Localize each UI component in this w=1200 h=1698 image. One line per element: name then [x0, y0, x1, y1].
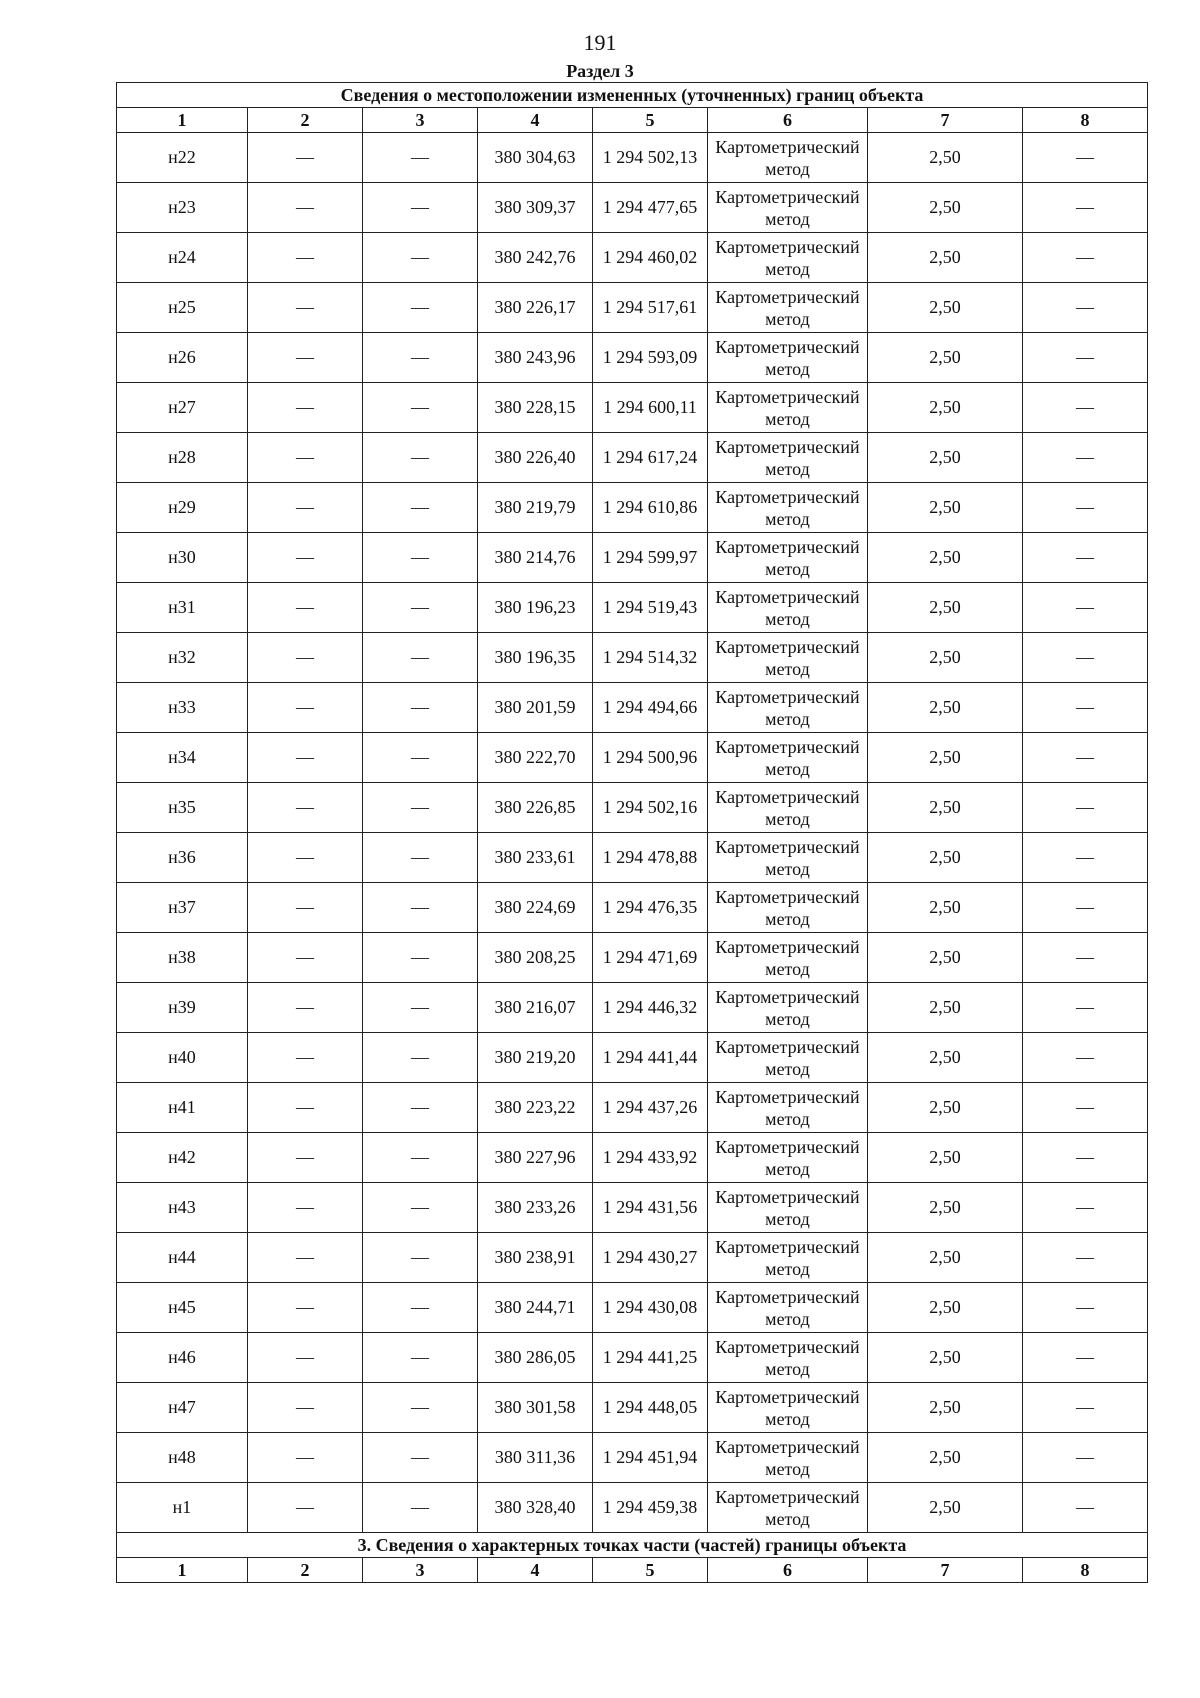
point-name-cell: н26: [117, 333, 248, 383]
x-coordinate-cell: 380 243,96: [478, 333, 593, 383]
point-name-cell: н45: [117, 1283, 248, 1333]
column-8-cell: —: [1023, 983, 1148, 1033]
footer-column-number: 3: [363, 1558, 478, 1583]
column-3-cell: —: [363, 883, 478, 933]
column-8-cell: —: [1023, 583, 1148, 633]
column-2-cell: —: [248, 733, 363, 783]
x-coordinate-cell: 380 226,17: [478, 283, 593, 333]
column-number: 5: [593, 108, 708, 133]
point-name-cell: н38: [117, 933, 248, 983]
column-8-cell: —: [1023, 283, 1148, 333]
table-row: [117, 883, 1148, 933]
x-coordinate-cell: 380 196,35: [478, 633, 593, 683]
x-coordinate-cell: 380 216,07: [478, 983, 593, 1033]
y-coordinate-cell: 1 294 519,43: [593, 583, 708, 633]
method-cell: Картометрический метод: [708, 1033, 868, 1083]
column-8-cell: —: [1023, 1133, 1148, 1183]
table-row: [117, 1283, 1148, 1333]
column-8-cell: —: [1023, 1233, 1148, 1283]
column-3-cell: —: [363, 733, 478, 783]
method-cell: Картометрический метод: [708, 733, 868, 783]
column-3-cell: —: [363, 1183, 478, 1233]
table-row: [117, 233, 1148, 283]
column-2-cell: —: [248, 483, 363, 533]
column-3-cell: —: [363, 233, 478, 283]
accuracy-cell: 2,50: [868, 933, 1023, 983]
accuracy-cell: 2,50: [868, 1383, 1023, 1433]
accuracy-cell: 2,50: [868, 1333, 1023, 1383]
table-row: [117, 1033, 1148, 1083]
x-coordinate-cell: 380 301,58: [478, 1383, 593, 1433]
column-8-cell: —: [1023, 533, 1148, 583]
footer-column-number: 1: [117, 1558, 248, 1583]
accuracy-cell: 2,50: [868, 583, 1023, 633]
column-3-cell: —: [363, 633, 478, 683]
column-2-cell: —: [248, 1433, 363, 1483]
column-8-cell: —: [1023, 483, 1148, 533]
table-row: [117, 1233, 1148, 1283]
y-coordinate-cell: 1 294 460,02: [593, 233, 708, 283]
footer-column-number: 6: [708, 1558, 868, 1583]
column-2-cell: —: [248, 283, 363, 333]
column-number: 3: [363, 108, 478, 133]
table-row: [117, 983, 1148, 1033]
column-2-cell: —: [248, 1333, 363, 1383]
y-coordinate-cell: 1 294 471,69: [593, 933, 708, 983]
page-number: 191: [583, 30, 617, 55]
footer-caption-row: [117, 1533, 1148, 1558]
y-coordinate-cell: 1 294 610,86: [593, 483, 708, 533]
column-2-cell: —: [248, 433, 363, 483]
column-number: 6: [708, 108, 868, 133]
x-coordinate-cell: 380 328,40: [478, 1483, 593, 1533]
x-coordinate-cell: 380 233,26: [478, 1183, 593, 1233]
point-name-cell: н30: [117, 533, 248, 583]
point-name-cell: н31: [117, 583, 248, 633]
column-3-cell: —: [363, 533, 478, 583]
method-cell: Картометрический метод: [708, 833, 868, 883]
method-cell: Картометрический метод: [708, 283, 868, 333]
column-2-cell: —: [248, 1133, 363, 1183]
column-2-cell: —: [248, 783, 363, 833]
table-row: [117, 333, 1148, 383]
method-cell: Картометрический метод: [708, 183, 868, 233]
y-coordinate-cell: 1 294 430,08: [593, 1283, 708, 1333]
column-3-cell: —: [363, 1233, 478, 1283]
x-coordinate-cell: 380 244,71: [478, 1283, 593, 1333]
table-row: [117, 733, 1148, 783]
method-cell: Картометрический метод: [708, 933, 868, 983]
column-2-cell: —: [248, 383, 363, 433]
x-coordinate-cell: 380 208,25: [478, 933, 593, 983]
method-cell: Картометрический метод: [708, 583, 868, 633]
column-3-cell: —: [363, 1433, 478, 1483]
x-coordinate-cell: 380 214,76: [478, 533, 593, 583]
point-name-cell: н40: [117, 1033, 248, 1083]
y-coordinate-cell: 1 294 448,05: [593, 1383, 708, 1433]
method-cell: Картометрический метод: [708, 1183, 868, 1233]
point-name-cell: н33: [117, 683, 248, 733]
x-coordinate-cell: 380 233,61: [478, 833, 593, 883]
point-name-cell: н22: [117, 133, 248, 183]
footer-column-number: 5: [593, 1558, 708, 1583]
table-row: [117, 533, 1148, 583]
x-coordinate-cell: 380 227,96: [478, 1133, 593, 1183]
method-cell: Картометрический метод: [708, 533, 868, 583]
footer-column-number: 8: [1023, 1558, 1148, 1583]
column-2-cell: —: [248, 683, 363, 733]
column-8-cell: —: [1023, 183, 1148, 233]
accuracy-cell: 2,50: [868, 683, 1023, 733]
table-row: [117, 633, 1148, 683]
y-coordinate-cell: 1 294 593,09: [593, 333, 708, 383]
column-8-cell: —: [1023, 1483, 1148, 1533]
y-coordinate-cell: 1 294 437,26: [593, 1083, 708, 1133]
accuracy-cell: 2,50: [868, 533, 1023, 583]
column-number: 1: [117, 108, 248, 133]
y-coordinate-cell: 1 294 430,27: [593, 1233, 708, 1283]
y-coordinate-cell: 1 294 600,11: [593, 383, 708, 433]
table-row: [117, 133, 1148, 183]
column-8-cell: —: [1023, 933, 1148, 983]
accuracy-cell: 2,50: [868, 1483, 1023, 1533]
column-2-cell: —: [248, 183, 363, 233]
x-coordinate-cell: 380 223,22: [478, 1083, 593, 1133]
method-cell: Картометрический метод: [708, 433, 868, 483]
footer-caption: 3. Сведения о характерных точках части (частей) границы объекта: [117, 1533, 1148, 1558]
column-2-cell: —: [248, 633, 363, 683]
column-number-row: [117, 108, 1148, 133]
x-coordinate-cell: 380 196,23: [478, 583, 593, 633]
column-8-cell: —: [1023, 1333, 1148, 1383]
method-cell: Картометрический метод: [708, 983, 868, 1033]
column-3-cell: —: [363, 1133, 478, 1183]
point-name-cell: н23: [117, 183, 248, 233]
column-2-cell: —: [248, 233, 363, 283]
point-name-cell: н27: [117, 383, 248, 433]
method-cell: Картометрический метод: [708, 1133, 868, 1183]
point-name-cell: н29: [117, 483, 248, 533]
table-row: [117, 683, 1148, 733]
table-row: [117, 433, 1148, 483]
point-name-cell: н39: [117, 983, 248, 1033]
x-coordinate-cell: 380 222,70: [478, 733, 593, 783]
column-2-cell: —: [248, 533, 363, 583]
column-3-cell: —: [363, 483, 478, 533]
table-row: [117, 1433, 1148, 1483]
x-coordinate-cell: 380 226,40: [478, 433, 593, 483]
y-coordinate-cell: 1 294 517,61: [593, 283, 708, 333]
table-row: [117, 1183, 1148, 1233]
y-coordinate-cell: 1 294 431,56: [593, 1183, 708, 1233]
column-8-cell: —: [1023, 683, 1148, 733]
method-cell: Картометрический метод: [708, 483, 868, 533]
point-name-cell: н25: [117, 283, 248, 333]
table-row: [117, 783, 1148, 833]
column-3-cell: —: [363, 133, 478, 183]
column-8-cell: —: [1023, 383, 1148, 433]
point-name-cell: н41: [117, 1083, 248, 1133]
accuracy-cell: 2,50: [868, 1033, 1023, 1083]
y-coordinate-cell: 1 294 599,97: [593, 533, 708, 583]
column-number: 8: [1023, 108, 1148, 133]
method-cell: Картометрический метод: [708, 333, 868, 383]
column-3-cell: —: [363, 383, 478, 433]
footer-column-number: 4: [478, 1558, 593, 1583]
table-row: [117, 1483, 1148, 1533]
column-2-cell: —: [248, 1383, 363, 1433]
y-coordinate-cell: 1 294 459,38: [593, 1483, 708, 1533]
column-2-cell: —: [248, 133, 363, 183]
column-3-cell: —: [363, 283, 478, 333]
column-2-cell: —: [248, 333, 363, 383]
accuracy-cell: 2,50: [868, 383, 1023, 433]
column-3-cell: —: [363, 1483, 478, 1533]
column-3-cell: —: [363, 1383, 478, 1433]
column-8-cell: —: [1023, 433, 1148, 483]
x-coordinate-cell: 380 224,69: [478, 883, 593, 933]
accuracy-cell: 2,50: [868, 983, 1023, 1033]
table-caption-row: [117, 83, 1148, 108]
y-coordinate-cell: 1 294 514,32: [593, 633, 708, 683]
column-8-cell: —: [1023, 1283, 1148, 1333]
column-number: 2: [248, 108, 363, 133]
x-coordinate-cell: 380 201,59: [478, 683, 593, 733]
y-coordinate-cell: 1 294 502,16: [593, 783, 708, 833]
column-8-cell: —: [1023, 233, 1148, 283]
x-coordinate-cell: 380 311,36: [478, 1433, 593, 1483]
accuracy-cell: 2,50: [868, 733, 1023, 783]
coordinates-table: [116, 82, 1148, 1583]
y-coordinate-cell: 1 294 617,24: [593, 433, 708, 483]
method-cell: Картометрический метод: [708, 1433, 868, 1483]
y-coordinate-cell: 1 294 494,66: [593, 683, 708, 733]
column-8-cell: —: [1023, 133, 1148, 183]
method-cell: Картометрический метод: [708, 1333, 868, 1383]
table-caption: Сведения о местоположении измененных (уточненных) границ объекта: [117, 83, 1148, 108]
column-3-cell: —: [363, 833, 478, 883]
column-3-cell: —: [363, 783, 478, 833]
point-name-cell: н36: [117, 833, 248, 883]
point-name-cell: н48: [117, 1433, 248, 1483]
y-coordinate-cell: 1 294 478,88: [593, 833, 708, 883]
column-8-cell: —: [1023, 733, 1148, 783]
table-row: [117, 383, 1148, 433]
method-cell: Картометрический метод: [708, 1483, 868, 1533]
section-title: Раздел 3: [566, 61, 634, 81]
y-coordinate-cell: 1 294 446,32: [593, 983, 708, 1033]
y-coordinate-cell: 1 294 476,35: [593, 883, 708, 933]
accuracy-cell: 2,50: [868, 133, 1023, 183]
column-3-cell: —: [363, 583, 478, 633]
column-3-cell: —: [363, 1283, 478, 1333]
column-2-cell: —: [248, 1283, 363, 1333]
column-number: 7: [868, 108, 1023, 133]
column-2-cell: —: [248, 883, 363, 933]
point-name-cell: н28: [117, 433, 248, 483]
y-coordinate-cell: 1 294 477,65: [593, 183, 708, 233]
x-coordinate-cell: 380 219,79: [478, 483, 593, 533]
column-2-cell: —: [248, 1483, 363, 1533]
column-3-cell: —: [363, 183, 478, 233]
column-2-cell: —: [248, 1033, 363, 1083]
table-row: [117, 1333, 1148, 1383]
column-3-cell: —: [363, 1033, 478, 1083]
x-coordinate-cell: 380 309,37: [478, 183, 593, 233]
column-2-cell: —: [248, 933, 363, 983]
method-cell: Картометрический метод: [708, 883, 868, 933]
point-name-cell: н43: [117, 1183, 248, 1233]
column-8-cell: —: [1023, 1383, 1148, 1433]
method-cell: Картометрический метод: [708, 1283, 868, 1333]
accuracy-cell: 2,50: [868, 783, 1023, 833]
accuracy-cell: 2,50: [868, 1233, 1023, 1283]
column-2-cell: —: [248, 833, 363, 883]
column-2-cell: —: [248, 1233, 363, 1283]
table-row: [117, 583, 1148, 633]
method-cell: Картометрический метод: [708, 683, 868, 733]
column-2-cell: —: [248, 1183, 363, 1233]
column-8-cell: —: [1023, 633, 1148, 683]
y-coordinate-cell: 1 294 441,25: [593, 1333, 708, 1383]
column-2-cell: —: [248, 1083, 363, 1133]
point-name-cell: н37: [117, 883, 248, 933]
point-name-cell: н35: [117, 783, 248, 833]
method-cell: Картометрический метод: [708, 633, 868, 683]
x-coordinate-cell: 380 219,20: [478, 1033, 593, 1083]
footer-column-number: 7: [868, 1558, 1023, 1583]
x-coordinate-cell: 380 238,91: [478, 1233, 593, 1283]
x-coordinate-cell: 380 226,85: [478, 783, 593, 833]
x-coordinate-cell: 380 304,63: [478, 133, 593, 183]
accuracy-cell: 2,50: [868, 833, 1023, 883]
point-name-cell: н44: [117, 1233, 248, 1283]
y-coordinate-cell: 1 294 441,44: [593, 1033, 708, 1083]
accuracy-cell: 2,50: [868, 1133, 1023, 1183]
point-name-cell: н42: [117, 1133, 248, 1183]
column-8-cell: —: [1023, 833, 1148, 883]
accuracy-cell: 2,50: [868, 633, 1023, 683]
method-cell: Картометрический метод: [708, 1383, 868, 1433]
column-8-cell: —: [1023, 1033, 1148, 1083]
accuracy-cell: 2,50: [868, 1183, 1023, 1233]
x-coordinate-cell: 380 286,05: [478, 1333, 593, 1383]
point-name-cell: н1: [117, 1483, 248, 1533]
column-3-cell: —: [363, 933, 478, 983]
accuracy-cell: 2,50: [868, 283, 1023, 333]
column-3-cell: —: [363, 433, 478, 483]
point-name-cell: н24: [117, 233, 248, 283]
y-coordinate-cell: 1 294 433,92: [593, 1133, 708, 1183]
column-3-cell: —: [363, 1333, 478, 1383]
column-3-cell: —: [363, 333, 478, 383]
column-8-cell: —: [1023, 333, 1148, 383]
column-3-cell: —: [363, 683, 478, 733]
point-name-cell: н32: [117, 633, 248, 683]
point-name-cell: н46: [117, 1333, 248, 1383]
table-row: [117, 283, 1148, 333]
table-row: [117, 1083, 1148, 1133]
column-8-cell: —: [1023, 1083, 1148, 1133]
method-cell: Картометрический метод: [708, 1233, 868, 1283]
column-number: 4: [478, 108, 593, 133]
x-coordinate-cell: 380 242,76: [478, 233, 593, 283]
y-coordinate-cell: 1 294 502,13: [593, 133, 708, 183]
accuracy-cell: 2,50: [868, 233, 1023, 283]
method-cell: Картометрический метод: [708, 383, 868, 433]
accuracy-cell: 2,50: [868, 183, 1023, 233]
table-row: [117, 933, 1148, 983]
table-row: [117, 1133, 1148, 1183]
point-name-cell: н47: [117, 1383, 248, 1433]
method-cell: Картометрический метод: [708, 233, 868, 283]
column-8-cell: —: [1023, 1183, 1148, 1233]
point-name-cell: н34: [117, 733, 248, 783]
y-coordinate-cell: 1 294 500,96: [593, 733, 708, 783]
accuracy-cell: 2,50: [868, 433, 1023, 483]
method-cell: Картометрический метод: [708, 133, 868, 183]
accuracy-cell: 2,50: [868, 1433, 1023, 1483]
method-cell: Картометрический метод: [708, 1083, 868, 1133]
column-8-cell: —: [1023, 783, 1148, 833]
column-2-cell: —: [248, 983, 363, 1033]
x-coordinate-cell: 380 228,15: [478, 383, 593, 433]
column-8-cell: —: [1023, 883, 1148, 933]
accuracy-cell: 2,50: [868, 333, 1023, 383]
column-2-cell: —: [248, 583, 363, 633]
table-row: [117, 833, 1148, 883]
column-8-cell: —: [1023, 1433, 1148, 1483]
accuracy-cell: 2,50: [868, 1083, 1023, 1133]
table-row: [117, 183, 1148, 233]
column-3-cell: —: [363, 983, 478, 1033]
table-row: [117, 483, 1148, 533]
accuracy-cell: 2,50: [868, 883, 1023, 933]
y-coordinate-cell: 1 294 451,94: [593, 1433, 708, 1483]
footer-column-number: 2: [248, 1558, 363, 1583]
accuracy-cell: 2,50: [868, 483, 1023, 533]
method-cell: Картометрический метод: [708, 783, 868, 833]
table-row: [117, 1383, 1148, 1433]
column-3-cell: —: [363, 1083, 478, 1133]
accuracy-cell: 2,50: [868, 1283, 1023, 1333]
footer-column-number-row: [117, 1558, 1148, 1583]
